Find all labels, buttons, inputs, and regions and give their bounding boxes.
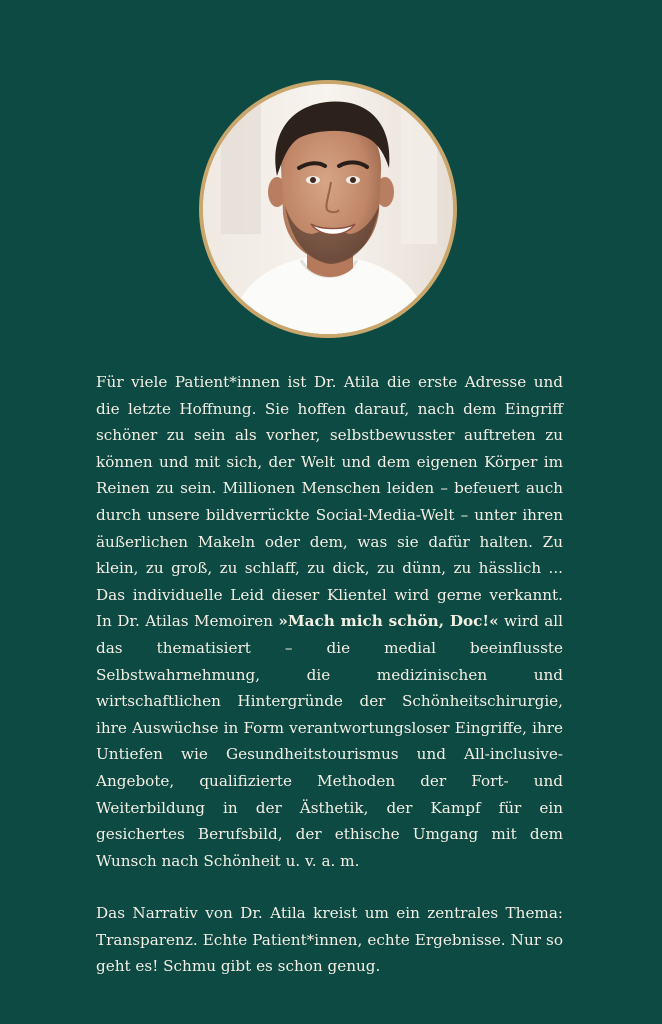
blurb-text-intro: Für viele Patient*innen ist Dr. Atila die erste Adresse und die letzte Hoffnung. Sie hoffen darauf, nach dem Eingriff schöner zu sein als vorher, selbstbewusster auftreten zu können und mit sich, der Welt und dem eigenen Körper im Reinen zu sein. Millionen Menschen leiden – befeuert auch durch unsere bildverrückte Social-Media-Welt – unter ihren äußerlichen Makeln oder dem, was sie dafür halten. Zu klein, zu groß, zu schlaff, zu dick, zu dünn, zu hässlich ... Das individuelle Leid dieser Klientel wird gerne verkannt. In Dr. Atilas Memoiren xyxy=(96,373,563,631)
portrait-photo-icon xyxy=(203,84,453,334)
author-portrait xyxy=(203,84,453,334)
blurb-text-topics: wird all das thematisiert – die medial beeinflusste Selbstwahrnehmung, die medizinischen und wirtschaftlichen Hintergründe der Schönheitschirurgie, ihre Auswüchse in Form verantwortungsloser Eingriffe, ihre Untiefen wie Gesundheitstourismus und All-inclusive-Angebote, qualifizierte Methoden der Fort- und Weiterbildung in der Ästhetik, der Kampf für ein gesichertes Berufsbild, der ethische Umgang mit dem Wunsch nach Schönheit u. v. a. m. xyxy=(96,612,563,870)
back-cover-text xyxy=(96,369,563,980)
blurb-paragraph xyxy=(96,369,563,874)
author-portrait-frame xyxy=(199,80,457,338)
closing-paragraph: Das Narrativ von Dr. Atila kreist um ein zentrales Thema: Transparenz. Echte Patient*innen, echte Ergebnisse. Nur so geht es! Schmu gibt es schon genug. xyxy=(96,904,563,976)
book-title: »Mach mich schön, Doc!« xyxy=(278,612,499,631)
